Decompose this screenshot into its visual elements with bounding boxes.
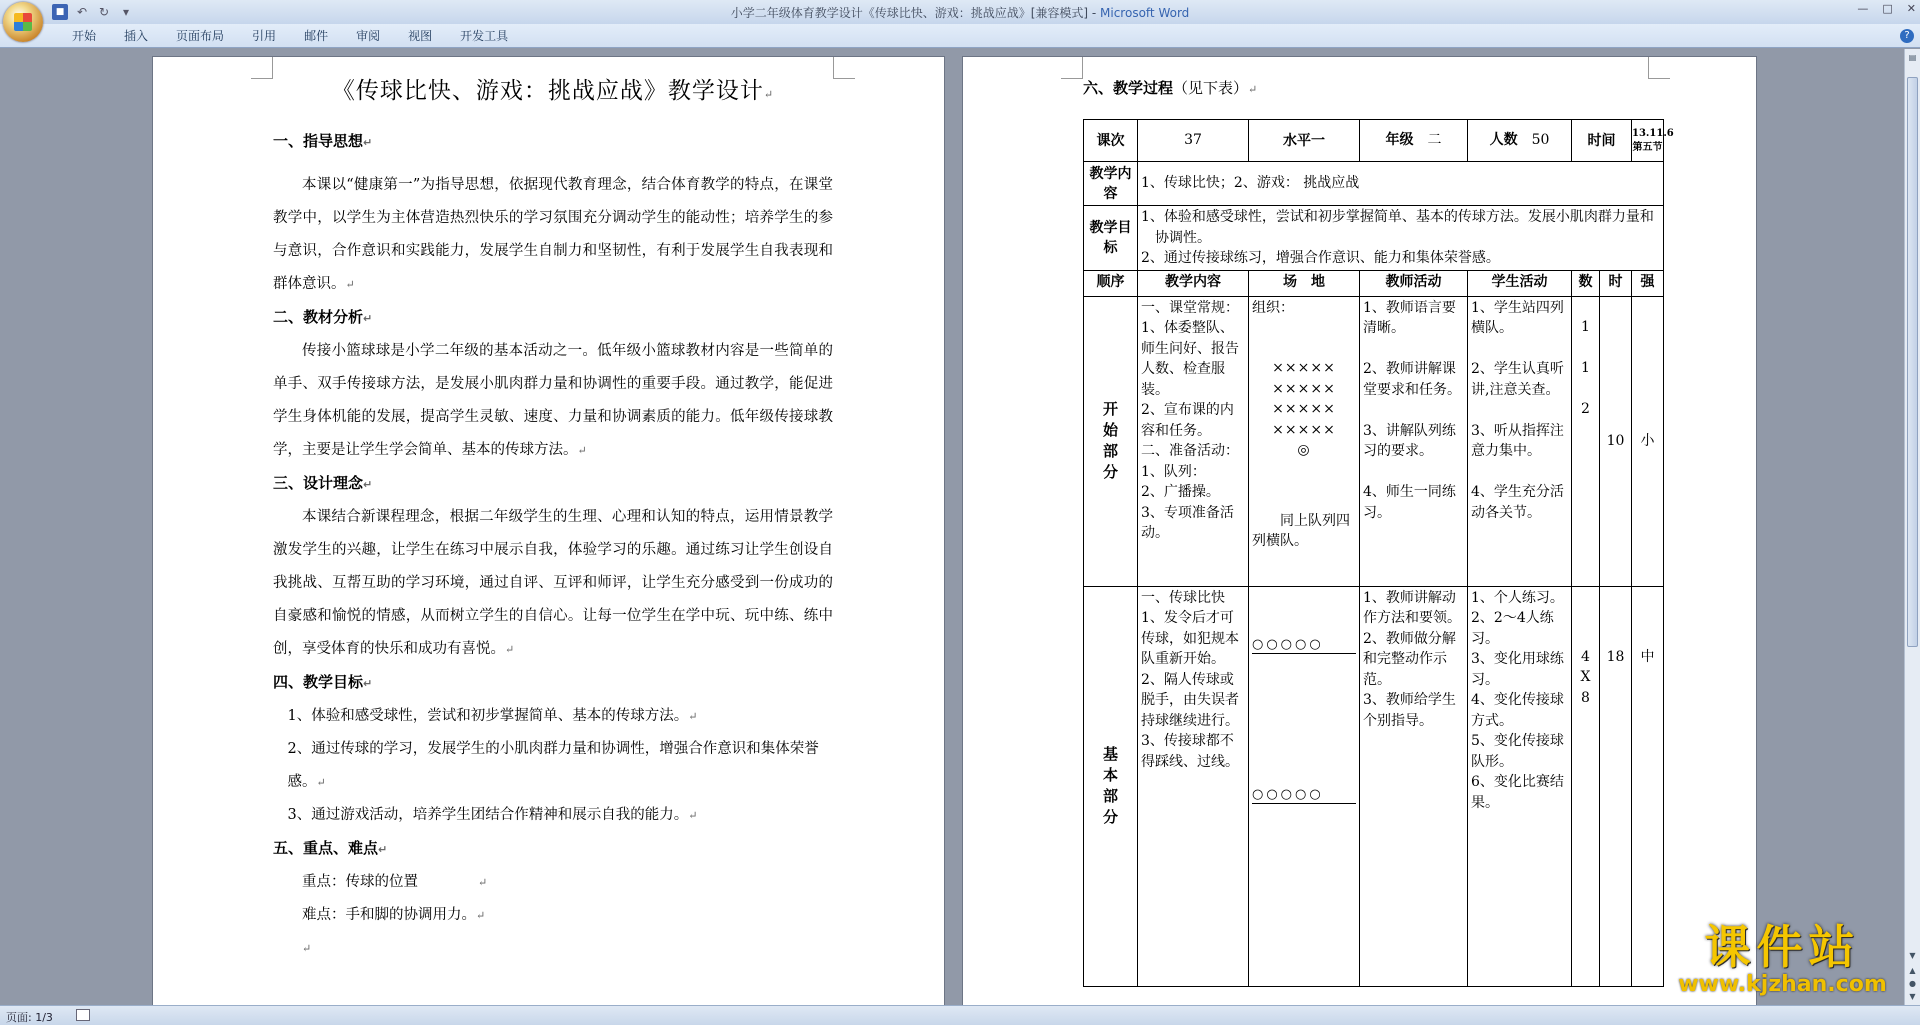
section-label-text: 基本部分 (1103, 745, 1119, 826)
start-field (1249, 296, 1360, 586)
basic-field (1249, 586, 1360, 986)
table-header-row (1084, 270, 1664, 296)
basic-count: 4 X 8 (1572, 586, 1600, 986)
basic-teacher: 1、教师讲解动作方法和要领。 2、教师做分解和完整动作示范。 3、教师给学生个别指导。 (1360, 586, 1468, 986)
margin-mark (833, 57, 855, 79)
level-label: 水平一 (1249, 120, 1360, 162)
select-browse-object-icon[interactable]: ● (1909, 979, 1916, 988)
document-workspace (0, 49, 1904, 1005)
goal-text: 3、通过游戏活动，培养学生团结合作精神和展示自我的能力。 (287, 807, 689, 823)
header-count: 数 (1572, 270, 1600, 296)
ribbon-tabs (58, 28, 522, 44)
table-row-start (1084, 296, 1664, 586)
cell-text: 37 (1184, 132, 1202, 149)
section-heading: 五、重点、难点↵ (273, 839, 388, 857)
tab-insert[interactable]: 插入 (124, 29, 149, 43)
header-student: 学生活动 (1468, 270, 1572, 296)
table-row (1084, 206, 1664, 271)
tab-developer[interactable]: 开发工具 (460, 29, 509, 43)
start-teacher: 1、教师语言要清晰。 2、教师讲解课堂要求和任务。 3、讲解队列练习的要求。 4、师生一同练习。 (1360, 296, 1468, 586)
table-row (1084, 162, 1664, 206)
redo-icon[interactable]: ↻ (98, 5, 110, 19)
lesson-plan-table (1083, 119, 1674, 987)
tab-view[interactable]: 视图 (408, 29, 433, 43)
content-label: 教学内容 (1084, 162, 1138, 206)
page-1-content (273, 71, 833, 965)
key-point-text: 重点：传球的位置 (302, 874, 418, 890)
goal-text: 2、通过传球的学习，发展学生的小肌肉群力量和协调性，增强合作意识和集体荣誉感。 (287, 741, 819, 790)
goal-line: 2、通过传接球练习，增强合作意识、能力和集体荣誉感。 (1141, 250, 1500, 266)
ribbon-tabs-bar (0, 24, 1920, 48)
window-controls (1857, 2, 1916, 15)
empty-paragraph: ↵ (302, 942, 312, 955)
page-indicator[interactable]: 页面: 1/3 (6, 1011, 53, 1024)
students-value: 50 (1531, 132, 1550, 149)
heading-text: 《传球比快、游戏：挑战应战》教学设计 (331, 78, 764, 104)
margin-mark (1061, 57, 1083, 79)
start-time: 10 (1600, 296, 1632, 586)
section-label-text: 开始部分 (1103, 400, 1119, 481)
tab-references[interactable]: 引用 (252, 29, 277, 43)
header-content: 教学内容 (1138, 270, 1249, 296)
cell-text: 1、传球比快；2、游戏： 挑战应战 (1141, 175, 1360, 192)
formation-grid: ××××× ××××× ××××× ××××× ◎ (1272, 360, 1336, 458)
start-student: 1、学生站四列横队。 2、学生认真听讲,注意关查。 3、听从指挥注意力集中。 4、学生充分活动各关节。 (1468, 296, 1572, 586)
basic-content: 一、传球比快 1、发令后才可传球，如犯规本队重新开始。 2、隔人传球或脱手，由失误者持球继续进行。 3、传接球都不得踩线、过线。 (1138, 586, 1249, 986)
table-row (1084, 120, 1664, 162)
heading-text: 五、重点、难点 (273, 839, 379, 857)
watermark-logo (1665, 922, 1900, 1007)
save-icon[interactable]: ■ (52, 4, 68, 20)
tab-review[interactable]: 审阅 (356, 29, 381, 43)
heading-text: 四、教学目标 (273, 673, 364, 691)
header-field: 场 地 (1249, 270, 1360, 296)
difficulty-text: 难点：手和脚的协调用力。 (302, 907, 476, 923)
vertical-scrollbar[interactable] (1904, 49, 1920, 1005)
ruler-toggle-icon[interactable]: ▤ (1908, 53, 1917, 62)
field-spacer (1252, 588, 1356, 633)
header-time: 时 (1600, 270, 1632, 296)
goal-item: 1、体验和感受球性，尝试和初步掌握简单、基本的传球方法。↵ (287, 708, 698, 724)
minimize-button[interactable]: — (1857, 2, 1869, 15)
section-heading: 一、指导思想↵ (273, 132, 373, 150)
goal-label: 教学目标 (1084, 206, 1138, 271)
students-label: 人数 (1489, 132, 1518, 149)
watermark-url: www.kjzhan.com (1678, 972, 1887, 997)
scrollbar-thumb[interactable] (1907, 77, 1918, 647)
section-heading: 六、教学过程（见下表）↵ (1083, 79, 1258, 97)
heading-text: 二、教材分析 (273, 308, 364, 326)
undo-icon[interactable]: ↶ (76, 5, 88, 19)
tab-mailings[interactable]: 邮件 (304, 29, 329, 43)
customize-toolbar-icon[interactable]: ▾ (122, 5, 130, 19)
paragraph-text: 本课以“健康第一”为指导思想，依据现代教育理念，结合体育教学的特点，在课堂教学中，以学生为主体营造热烈快乐的学习氛围充分调动学生的能动性；培养学生的参与意识，合作意识和实践能力，发展学生自制力和坚韧性，有利于发展学生自我表现和群体意识。 (273, 177, 833, 292)
time-label: 时间 (1572, 120, 1632, 162)
next-page-icon[interactable]: ▼ (1909, 992, 1916, 1001)
margin-mark (251, 57, 273, 79)
section-heading: 二、教材分析↵ (273, 308, 373, 326)
start-section-label (1084, 296, 1138, 586)
start-content: 一、课堂常规： 1、体委整队、师生问好、报告人数、检查服装。 2、宣布课的内容和任务。 二、准备活动： 1、队列： 2、广播操。 3、专项准备活动。 (1138, 296, 1249, 586)
key-point: 重点：传球的位置 ↵ (302, 874, 488, 890)
paragraph: 本课结合新课程理念，根据二年级学生的生理、心理和认知的特点，运用情景教学激发学生的兴趣，让学生在练习中展示自我，体验学习的乐趣。通过练习让学生创设自我挑战、互帮互助的学习环境，通过自评、互评和师评，让学生充分感受到一份成功的自豪感和愉悦的情感，从而树立学生的自信心。让每一位学生在学中玩、玩中练、练中创，享受体育的快乐和成功有喜悦。↵ (273, 509, 833, 657)
field-spacer (1252, 658, 1356, 783)
lesson-number-label: 课次 (1084, 120, 1138, 162)
date-text: 13.11.6 (1632, 127, 1674, 139)
basic-section-label (1084, 586, 1138, 986)
field-text: 同上队列四列横队。 (1252, 512, 1350, 549)
paragraph-text: 传接小篮球球是小学二年级的基本活动之一。低年级小篮球教材内容是一些简单的单手、双手传接球方法，是发展小肌肉群力量和协调性的重要手段。通过教学，能促进学生身体机能的发展，提高学生灵敏、速度、力量和协调素质的能力。低年级传接球教学，主要是让学生学会简单、基本的传球方法。 (273, 343, 833, 458)
header-order: 顺序 (1084, 270, 1138, 296)
heading-text: 六、教学过程 (1083, 79, 1174, 97)
close-button[interactable]: ✕ (1906, 2, 1916, 15)
heading-note: （见下表） (1173, 79, 1249, 97)
document-heading: 《传球比快、游戏：挑战应战》教学设计↵ (331, 78, 775, 104)
proofing-icon[interactable] (76, 1009, 90, 1021)
paragraph-text: 本课结合新课程理念，根据二年级学生的生理、心理和认知的特点，运用情景教学激发学生的兴趣，让学生在练习中展示自我，体验学习的乐趣。通过练习让学生创设自我挑战、互帮互助的学习环境，通过自评、互评和师评，让学生充分感受到一份成功的自豪感和愉悦的情感，从而树立学生的自信心。让每一位学生在学中玩、玩中练、练中创，享受体育的快乐和成功有喜悦。 (273, 509, 833, 657)
grade-cell (1360, 120, 1468, 162)
office-logo-icon (14, 13, 32, 31)
grade-value: 二 (1427, 132, 1442, 149)
goal-value (1138, 206, 1664, 271)
window-title (0, 4, 1920, 21)
heading-text: 三、设计理念 (273, 474, 364, 492)
difficulty-point: 难点：手和脚的协调用力。↵ (302, 907, 486, 923)
header-intensity: 强 (1632, 270, 1664, 296)
page-2-content (1083, 73, 1674, 987)
tab-home[interactable]: 开始 (72, 29, 97, 43)
period-text: 第五节 (1632, 141, 1663, 153)
maximize-button[interactable]: □ (1882, 2, 1893, 15)
goal-item: 2、通过传球的学习，发展学生的小肌肉群力量和协调性，增强合作意识和集体荣誉感。↵ (287, 741, 819, 790)
goal-text: 1、体验和感受球性，尝试和初步掌握简单、基本的传球方法。 (287, 708, 689, 724)
title-bar (0, 0, 1920, 24)
previous-page-icon[interactable]: ▲ (1909, 966, 1916, 975)
help-icon[interactable]: ? (1900, 29, 1914, 43)
goal-item: 3、通过游戏活动，培养学生团结合作精神和展示自我的能力。↵ (287, 807, 698, 823)
tab-page-layout[interactable]: 页面布局 (176, 29, 225, 43)
page-2[interactable] (962, 56, 1757, 1016)
basic-student: 1、个人练习。 2、2～4人练习。 3、变化用球练习。 4、变化传接球方式。 5、变化传接球队形。 6、变化比赛结果。 (1468, 586, 1572, 986)
lesson-number-value (1138, 120, 1249, 162)
circle-formation: ○○○○○ (1252, 637, 1356, 654)
paragraph: 传接小篮球球是小学二年级的基本活动之一。低年级小篮球教材内容是一些简单的单手、双手传接球方法，是发展小肌肉群力量和协调性的重要手段。通过教学，能促进学生身体机能的发展，提高学生灵敏、速度、力量和协调素质的能力。低年级传接球教学，主要是让学生学会简单、基本的传球方法。↵ (273, 343, 833, 458)
section-heading: 四、教学目标↵ (273, 673, 373, 691)
start-intensity: 小 (1632, 296, 1664, 586)
basic-time: 18 (1600, 586, 1632, 986)
circle-formation: ○○○○○ (1252, 787, 1356, 804)
paragraph: 本课以“健康第一”为指导思想，依据现代教育理念，结合体育教学的特点，在课堂教学中，以学生为主体营造热烈快乐的学习氛围充分调动学生的能动性；培养学生的参与意识，合作意识和实践能力，发展学生自制力和坚韧性，有利于发展学生自我表现和群体意识。↵ (273, 177, 833, 292)
start-count: 1 1 2 (1572, 296, 1600, 586)
grade-label: 年级 (1385, 132, 1414, 149)
students-cell (1468, 120, 1572, 162)
app-name: Microsoft Word (1100, 6, 1190, 20)
field-text: 组织： (1252, 299, 1294, 316)
watermark-text: 课件站 (1704, 920, 1861, 974)
basic-intensity: 中 (1632, 586, 1664, 986)
heading-text: 一、指导思想 (273, 132, 364, 150)
section-heading: 三、设计理念↵ (273, 474, 373, 492)
goal-line: 1、体验和感受球性，尝试和初步掌握简单、基本的传球方法。发展小肌肉群力量和协调性。 (1141, 209, 1654, 246)
table-row-basic (1084, 586, 1664, 986)
office-button[interactable] (3, 2, 43, 42)
status-bar (0, 1005, 1920, 1025)
scroll-down-icon[interactable]: ▼ (1909, 951, 1916, 960)
header-teacher: 教师活动 (1360, 270, 1468, 296)
content-value (1138, 162, 1664, 206)
document-name: 小学二年级体育教学设计《传球比快、游戏：挑战应战》[兼容模式] - (730, 6, 1101, 20)
page-1[interactable] (152, 56, 945, 1016)
time-value (1632, 120, 1674, 162)
